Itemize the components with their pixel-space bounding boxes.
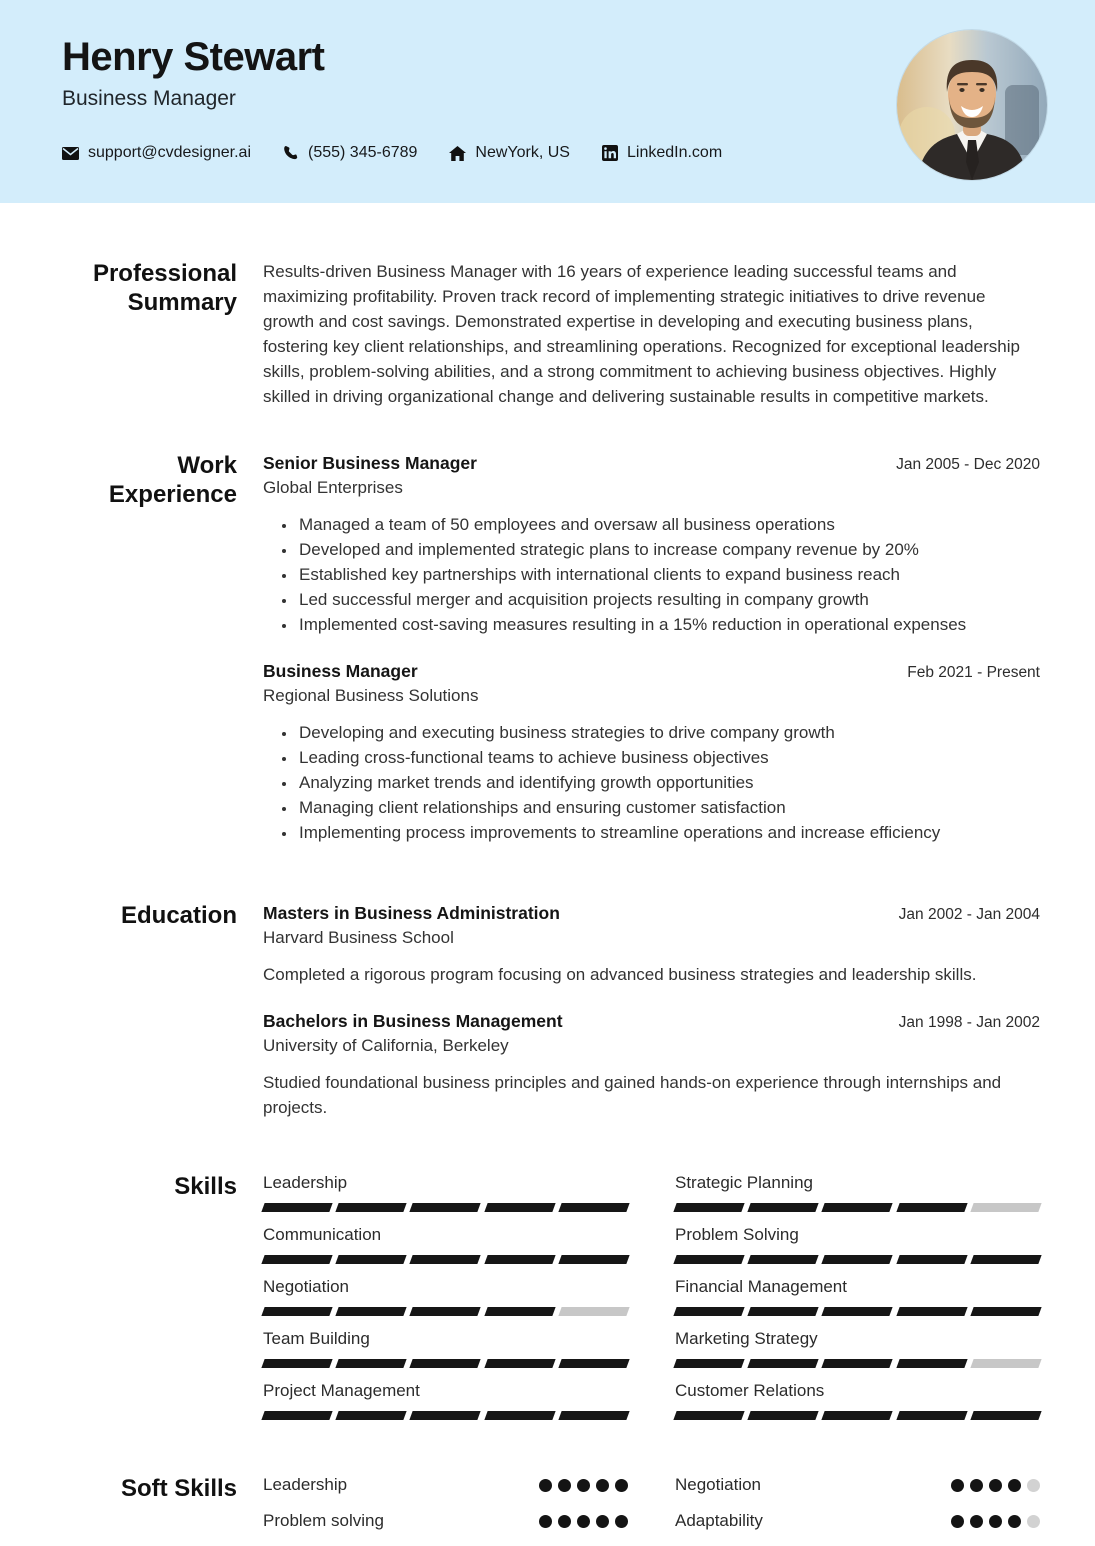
job-bullet: • Led successful merger and acquisition projects resulting in company growth [297,587,1040,612]
work-entry [263,659,1040,845]
section-work-experience [60,451,1040,845]
contact-row [62,142,1047,164]
linkedin-icon [602,145,618,161]
skill-segment-filled [970,1255,1041,1264]
skill-segment-filled [336,1411,407,1420]
skill-segment-filled [410,1359,481,1368]
soft-dot-filled [615,1479,628,1492]
skill-segment-filled [970,1307,1041,1316]
education-description: Studied foundational business principles and gained hands-on experience through internships and projects. [263,1073,1002,1117]
soft-skill-name: Negotiation [675,1475,762,1494]
soft-dot-filled [1008,1479,1021,1492]
soft-dot-filled [539,1479,552,1492]
skill-segment-filled [336,1359,407,1368]
profile-photo [897,30,1047,180]
soft-skill-name: Problem solving [263,1511,384,1530]
degree-title: Masters in Business Administration [263,903,560,923]
soft-skill-item [263,1510,628,1532]
education-list [263,901,1040,1120]
education-entry-head [263,1009,1040,1033]
skill-segment-filled [673,1255,744,1264]
job-bullet: • Developing and executing business strategies to drive company growth [297,720,1040,745]
section-label-skills: Skills [174,1173,237,1200]
work-entry-head [263,659,1040,683]
education-date-range: Jan 1998 - Jan 2002 [898,1014,1040,1031]
job-bullet: • Leading cross-functional teams to achieve business objectives [297,745,1040,770]
soft-skill-dots [951,1479,1040,1492]
soft-skills-grid [263,1474,1040,1546]
resume-body [0,259,1095,1546]
education-date-range: Jan 2002 - Jan 2004 [898,906,1040,923]
job-bullet: • Managing client relationships and ensuring customer satisfaction [297,795,1040,820]
job-title: Business Manager [263,661,418,681]
skill-name: Negotiation [263,1277,350,1296]
skill-level-bar [263,1359,628,1368]
soft-dot-filled [615,1515,628,1528]
phone-icon [283,145,299,161]
skill-segment-filled [261,1307,332,1316]
soft-dot-filled [596,1515,609,1528]
skill-item [675,1276,1040,1316]
skill-segment-filled [748,1203,819,1212]
contact-location [449,142,570,164]
education-description: Completed a rigorous program focusing on advanced business strategies and leadership skills. [263,965,977,984]
skill-segment-filled [558,1255,629,1264]
skill-segment-filled [673,1411,744,1420]
soft-dot-filled [951,1479,964,1492]
degree-title: Bachelors in Business Management [263,1011,563,1031]
skill-item [263,1328,628,1368]
job-bullet: • Implemented cost-saving measures resulting in a 15% reduction in operational expenses [297,612,1040,637]
skill-segment-filled [673,1203,744,1212]
soft-skill-name: Adaptability [675,1511,763,1530]
soft-dot-filled [970,1479,983,1492]
skill-segment-filled [748,1411,819,1420]
soft-dot-filled [577,1479,590,1492]
school-name: Harvard Business School [263,928,454,947]
job-title: Senior Business Manager [263,453,477,473]
skill-level-bar [263,1255,628,1264]
job-bullet: • Implementing process improvements to streamline operations and increase efficiency [297,820,1040,845]
soft-dot-filled [989,1479,1002,1492]
contact-email-text: support@cvdesigner.ai [88,144,251,161]
skill-segment-filled [822,1255,893,1264]
skill-item [675,1380,1040,1420]
skill-level-bar [675,1359,1040,1368]
email-icon [62,147,79,160]
skill-segment-filled [484,1203,555,1212]
skill-segment-filled [410,1255,481,1264]
job-bullet: • Established key partnerships with international clients to expand business reach [297,562,1040,587]
section-label-work: Work Experience [108,452,237,508]
soft-dot-filled [539,1515,552,1528]
section-label-summary: Professional Summary [92,260,237,316]
skill-name: Project Management [263,1381,420,1400]
job-company: Global Enterprises [263,478,403,497]
skill-segment-empty [970,1359,1041,1368]
skill-name: Marketing Strategy [675,1329,818,1348]
person-job-title: Business Manager [62,87,236,110]
education-entry [263,901,1040,987]
section-soft-skills [60,1474,1040,1546]
skill-segment-filled [484,1359,555,1368]
skill-item [263,1276,628,1316]
work-entry [263,451,1040,637]
skill-level-bar [263,1203,628,1212]
soft-dot-empty [1027,1515,1040,1528]
work-entry-head [263,451,1040,475]
skill-item [263,1380,628,1420]
job-bullet-list [263,720,1040,845]
skill-item [263,1224,628,1264]
skill-level-bar [675,1255,1040,1264]
skill-segment-empty [970,1203,1041,1212]
skill-segment-filled [558,1203,629,1212]
soft-dot-filled [970,1515,983,1528]
skill-segment-filled [261,1359,332,1368]
soft-dot-filled [951,1515,964,1528]
skill-name: Communication [263,1225,382,1244]
soft-dot-filled [577,1515,590,1528]
skill-segment-filled [484,1411,555,1420]
contact-linkedin-text: LinkedIn.com [626,144,723,161]
soft-dot-filled [596,1479,609,1492]
skill-segment-filled [896,1255,967,1264]
skill-item [675,1172,1040,1212]
section-professional-summary [60,259,1040,409]
skill-level-bar [263,1307,628,1316]
job-date-range: Feb 2021 - Present [907,664,1040,681]
skill-level-bar [675,1203,1040,1212]
skill-segment-filled [261,1411,332,1420]
skill-segment-filled [484,1307,555,1316]
skill-segment-filled [558,1359,629,1368]
contact-linkedin[interactable] [602,142,722,164]
soft-dot-filled [558,1515,571,1528]
soft-skill-dots [539,1479,628,1492]
soft-skill-item [263,1474,628,1496]
skill-segment-filled [410,1411,481,1420]
skill-segment-filled [261,1255,332,1264]
school-name: University of California, Berkeley [263,1036,509,1055]
skill-segment-filled [673,1359,744,1368]
contact-phone-text: (555) 345-6789 [308,144,418,161]
skill-segment-filled [896,1359,967,1368]
soft-skill-dots [951,1515,1040,1528]
skill-segment-filled [822,1359,893,1368]
skill-name: Leadership [263,1173,348,1192]
skill-segment-filled [748,1307,819,1316]
job-bullet: • Managed a team of 50 employees and oversaw all business operations [297,512,1040,537]
skill-name: Problem Solving [675,1225,799,1244]
skill-name: Financial Management [675,1277,847,1296]
skill-item [675,1328,1040,1368]
soft-dot-filled [1008,1515,1021,1528]
skill-segment-filled [484,1255,555,1264]
skill-segment-filled [261,1203,332,1212]
soft-dot-empty [1027,1479,1040,1492]
job-date-range: Jan 2005 - Dec 2020 [896,456,1040,473]
skill-segment-filled [558,1411,629,1420]
skill-segment-filled [896,1411,967,1420]
job-bullet-list [263,512,1040,637]
contact-location-text: NewYork, US [475,144,570,161]
soft-skill-item [675,1474,1040,1496]
skill-segment-filled [748,1359,819,1368]
skill-segment-filled [896,1203,967,1212]
skill-name: Strategic Planning [675,1173,813,1192]
job-company: Regional Business Solutions [263,686,479,705]
skill-segment-filled [822,1203,893,1212]
skill-level-bar [263,1411,628,1420]
soft-skill-item [675,1510,1040,1532]
summary-text: Results-driven Business Manager with 16 years of experience leading successful teams and maximizing profitability. Proven track record of implementing strategic initiatives to drive revenue growth and cost savings. Demonstrated expertise in developing and executing business plans, fostering key client relationships, and streamlining operations. Recognized for exceptional leadership skills, problem-solving abilities, and a strong commitment to achieving business objectives. Highly skilled in driving organizational change and delivering sustainable results in competitive markets. [263,262,1020,406]
education-entry [263,1009,1040,1120]
skill-segment-filled [822,1307,893,1316]
skill-segment-filled [748,1255,819,1264]
contact-email[interactable] [62,142,251,164]
skill-item [675,1224,1040,1264]
job-bullet: • Developed and implemented strategic plans to increase company revenue by 20% [297,537,1040,562]
job-bullet: • Analyzing market trends and identifying growth opportunities [297,770,1040,795]
education-entry-head [263,901,1040,925]
skill-segment-filled [336,1203,407,1212]
skill-item [263,1172,628,1212]
skill-segment-empty [558,1307,629,1316]
skill-segment-filled [336,1255,407,1264]
soft-dot-filled [558,1479,571,1492]
skill-segment-filled [896,1307,967,1316]
section-label-soft-skills: Soft Skills [120,1475,237,1502]
skill-segment-filled [673,1307,744,1316]
section-label-education: Education [120,902,237,929]
skills-grid [263,1172,1040,1432]
person-name: Henry Stewart [62,35,325,79]
soft-dot-filled [989,1515,1002,1528]
skill-segment-filled [336,1307,407,1316]
contact-phone[interactable] [283,142,417,164]
home-icon [449,146,466,161]
skill-segment-filled [970,1411,1041,1420]
skill-segment-filled [822,1411,893,1420]
section-skills [60,1172,1040,1432]
skill-segment-filled [410,1203,481,1212]
skill-level-bar [675,1307,1040,1316]
skill-name: Customer Relations [675,1381,825,1400]
section-education [60,901,1040,1120]
skill-segment-filled [410,1307,481,1316]
resume-header [0,0,1095,203]
skill-level-bar [675,1411,1040,1420]
jobs-list [263,451,1040,845]
skill-name: Team Building [263,1329,370,1348]
soft-skill-name: Leadership [263,1475,348,1494]
soft-skill-dots [539,1515,628,1528]
